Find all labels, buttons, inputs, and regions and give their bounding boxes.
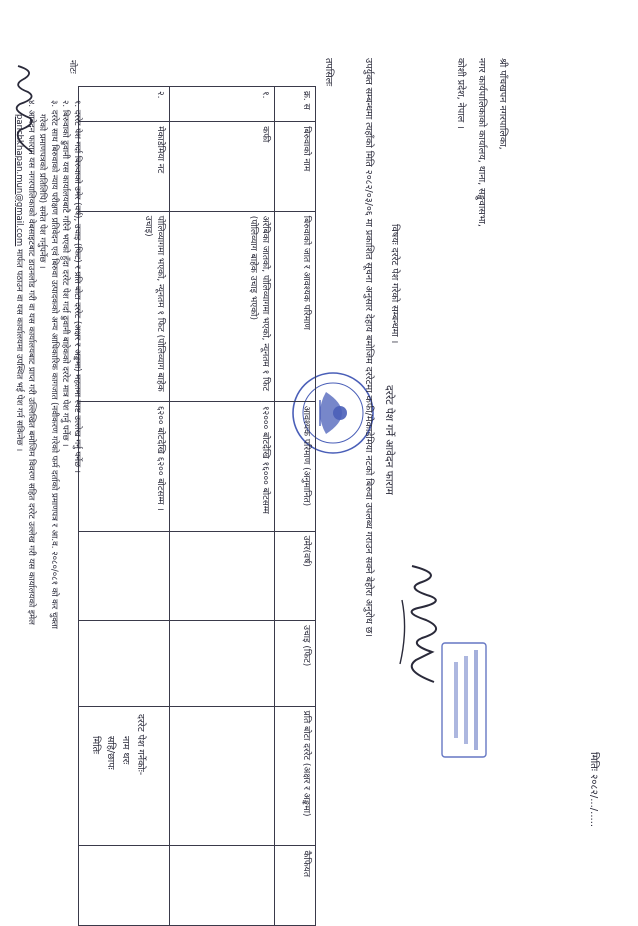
note-item: १. दररेट पेश गर्दा बिरुवाको उमेर (वर्ष), उचाइ (फिट) र प्रति बोटा दररेट (अक्षर र अङ्कमा) महलमा स्पष्ट उल्लेख गर्नु पर्नेछ । <box>72 100 82 473</box>
col-header-height: उचाइ (फिट) <box>275 621 316 707</box>
note-item-continuation <box>13 100 25 920</box>
enclosure-label: तपसिलः <box>323 58 334 87</box>
signatory-date: मितिः <box>90 736 101 754</box>
cell-variety: पोलिव्यागमा भएको, न्यूनतम १ फिट (पोलिव्याग बाहेक उचाइ) <box>79 211 170 401</box>
addressee-line: श्री पाँचखपन नगरपालिका, <box>497 58 508 150</box>
date-value: २०८२/.../..... <box>588 774 599 828</box>
table-row <box>79 87 170 926</box>
col-header-remarks: कैफियत <box>275 846 316 926</box>
note-item-continuation: गरेको प्रमाणपत्रको प्रतिलिपि) समेत पेश गर्नुपर्नेछ । <box>37 114 48 269</box>
email-tail: मार्फत पठाउन वा यस कार्यालयमा उपस्थित भई पेश गर्न सकिनेछ । <box>14 248 25 452</box>
email-link[interactable]: panchkhapan.mun@gmail.com <box>14 114 25 247</box>
col-header-name: बिरुवाको नाम <box>275 122 316 212</box>
cell-name: कफी <box>170 122 275 212</box>
date-label: मितिः <box>588 752 599 771</box>
handwritten-initial <box>8 60 42 160</box>
col-header-age: उमेर(वर्ष) <box>275 531 316 621</box>
addressee-line: नगर कार्यपालिकाको कार्यालय, थाना, सङ्खुवासभा, <box>476 58 487 227</box>
page-title: दररेट पेश गर्ने आवेदन फाराम <box>383 385 395 495</box>
addressee-block <box>447 58 510 227</box>
cell-rate[interactable] <box>170 706 275 846</box>
signatory-block <box>88 714 148 775</box>
cell-age[interactable] <box>170 531 275 621</box>
note-item: ३. दररेट साथ बिरुवाको न्याय परीक्षण प्रतिवेदन एवं बिरुवा उत्पादकको अन्य आधिकारिक कागजात (नवीकरण गरेको फर्म दर्ताको प्रमाणपत्र र आ.व. २०८०/०८१ को कर चुक्ता <box>49 100 59 629</box>
notes-list <box>13 100 82 920</box>
cell-age[interactable] <box>79 531 170 621</box>
cell-sn: २. <box>79 87 170 122</box>
note-item: ४. आवेदन फाराम यस नगरपालिकाको वेबसाइटबाट डाउनलोड गरी वा यस कार्यालयबाट प्राप्त गरी उल्लिखित बमोजिम विवरण सहित दररेट उल्लेख गरी यस कार्यालयको इमेल <box>26 100 36 625</box>
note-label: नोटः <box>67 60 77 74</box>
requirement-table <box>78 86 316 926</box>
cell-quantity: १२००० बोटदेखि १६००० बोटसम्म <box>170 401 275 531</box>
official-stamp <box>438 640 490 760</box>
signatory-heading: दररेट पेश गर्नेकोः- <box>135 714 146 776</box>
subject-line: विषयः दररेट पेश गरेको सम्बन्धमा । <box>389 224 400 344</box>
cell-name: मेकाडेमिया नट <box>79 122 170 212</box>
cell-remarks[interactable] <box>79 846 170 926</box>
addressee-line: कोशी प्रदेश, नेपाल । <box>455 58 466 129</box>
cell-height[interactable] <box>170 621 275 707</box>
date-line <box>588 752 602 827</box>
note-item: २. बिरुवाको ढुवानी यस कार्यालयबाटै गरिने भएको हुँदा दररेट पेश गर्दा ढुवानी बाहेकको दररेट मात्र पेश गर्नु पर्नेछ । <box>60 100 71 447</box>
cell-quantity: ६२०० बोटदेखि ६२०० बोटसम्म । <box>79 401 170 531</box>
signatory-name: नाम थरः <box>120 736 131 765</box>
col-header-variety: बिरुवाको जात र आवश्यक परिमाण <box>275 211 316 401</box>
col-header-rate: प्रति बोटा दररेट (अक्षर र अङ्कमा) <box>275 706 316 846</box>
cell-remarks[interactable] <box>170 846 275 926</box>
col-header-quantity: आवश्यक परिमाण (अनुमानित) <box>275 401 316 531</box>
intro-paragraph: उपर्युक्त सम्बन्धमा त्यहाँको मिति २०८२/०३/०६ मा प्रकाशित सूचना अनुसार देहाय बमोजिम दररेटमा कफी/मेकाडेमिया नटको बिरुवा उपलब्ध गराउन सक्ने बेहोरा अनुरोध छ। <box>363 58 374 637</box>
col-header-sn: क्र. स <box>275 87 316 122</box>
cell-variety: अरेबिका जातको, पोलिव्यागमा भएको, न्यूनतम १ फिट (पोलिव्याग बाहेक उचाइ भएको) <box>170 211 275 401</box>
table-header-row <box>275 87 316 926</box>
signatory-signature: सहि/छापः <box>105 736 116 770</box>
cell-height[interactable] <box>79 621 170 707</box>
cell-sn: १. <box>170 87 275 122</box>
table-row <box>170 87 275 926</box>
